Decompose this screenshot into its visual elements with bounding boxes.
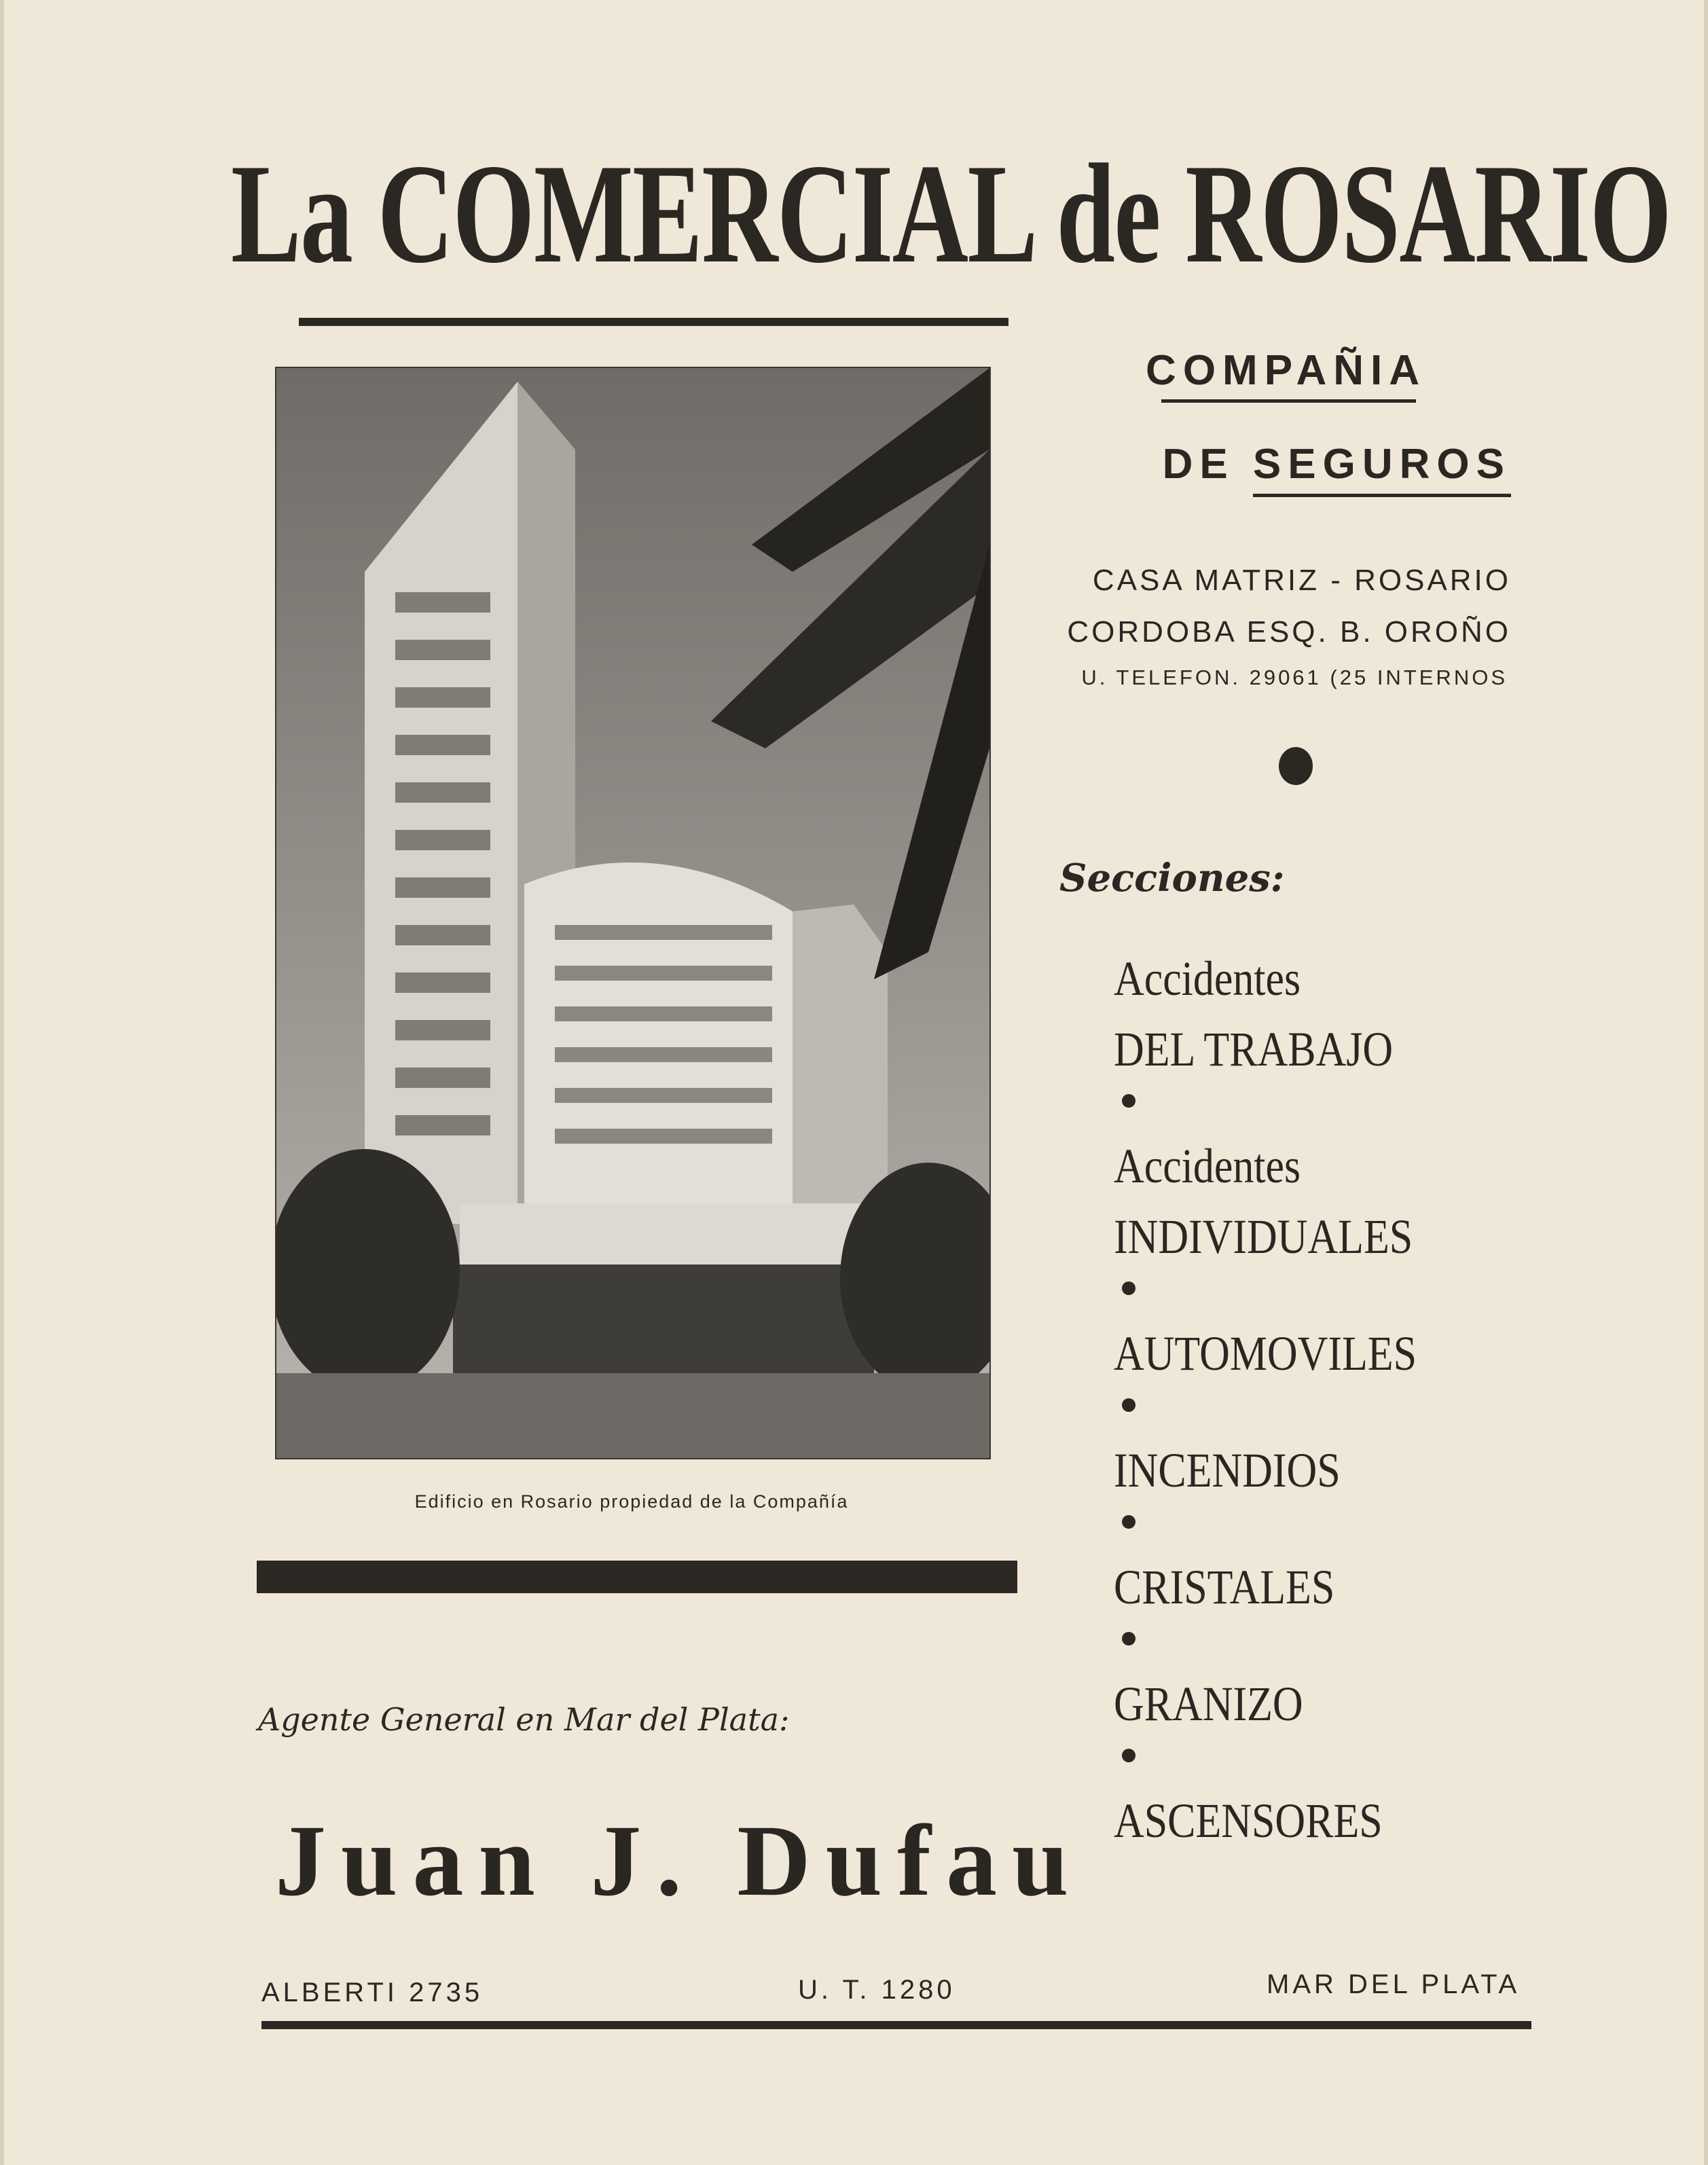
- section-bullet: [1122, 1515, 1135, 1529]
- company-line-2: DE SEGUROS: [1162, 441, 1511, 488]
- section-item: INDIVIDUALES: [1114, 1209, 1413, 1264]
- sections-list: [1114, 947, 1521, 1852]
- footer-address: ALBERTI 2735: [261, 1978, 484, 2007]
- photo-rule: [257, 1561, 1017, 1593]
- section-bullet: [1122, 1749, 1135, 1762]
- section-item: AUTOMOVILES: [1114, 1326, 1417, 1381]
- page-title: La COMERCIAL de ROSARIO: [231, 135, 1671, 293]
- title-rule: [299, 318, 1009, 326]
- section-item: GRANIZO: [1114, 1677, 1303, 1731]
- section-item: ASCENSORES: [1114, 1794, 1383, 1848]
- building-image: [276, 368, 989, 1458]
- section-item: CRISTALES: [1114, 1560, 1335, 1614]
- footer-phone: U. T. 1280: [798, 1975, 956, 2005]
- agent-label: Agente General en Mar del Plata:: [258, 1701, 790, 1738]
- page-edge-left: [0, 0, 4, 2165]
- footer-city: MAR DEL PLATA: [1267, 1969, 1521, 1999]
- company-rule-2: [1253, 494, 1511, 497]
- company-rule-1: [1161, 399, 1416, 403]
- company-line-1: COMPAÑIA: [1146, 347, 1426, 394]
- footer-rule: [261, 2021, 1531, 2029]
- bullet-dot-large: [1279, 747, 1313, 785]
- section-item: INCENDIOS: [1114, 1443, 1341, 1497]
- section-bullet: [1122, 1398, 1135, 1412]
- page-edge-right: [1704, 0, 1708, 2165]
- section-bullet: [1122, 1281, 1135, 1295]
- sections-heading: Secciones:: [1059, 856, 1285, 900]
- address-line-1: CASA MATRIZ - ROSARIO: [1092, 564, 1511, 597]
- agent-name: Juan J. Dufau: [275, 1804, 1084, 1917]
- section-item: DEL TRABAJO: [1114, 1022, 1394, 1076]
- address-line-3: U. TELEFON. 29061 (25 INTERNOS: [1081, 666, 1508, 689]
- photo-caption: Edificio en Rosario propiedad de la Compañía: [414, 1491, 849, 1512]
- section-item: Accidentes: [1114, 1139, 1301, 1193]
- building-photo: [275, 367, 991, 1459]
- section-bullet: [1122, 1632, 1135, 1645]
- address-line-2: CORDOBA ESQ. B. OROÑO: [1067, 615, 1511, 649]
- section-bullet: [1122, 1094, 1135, 1108]
- section-item: Accidentes: [1114, 951, 1301, 1006]
